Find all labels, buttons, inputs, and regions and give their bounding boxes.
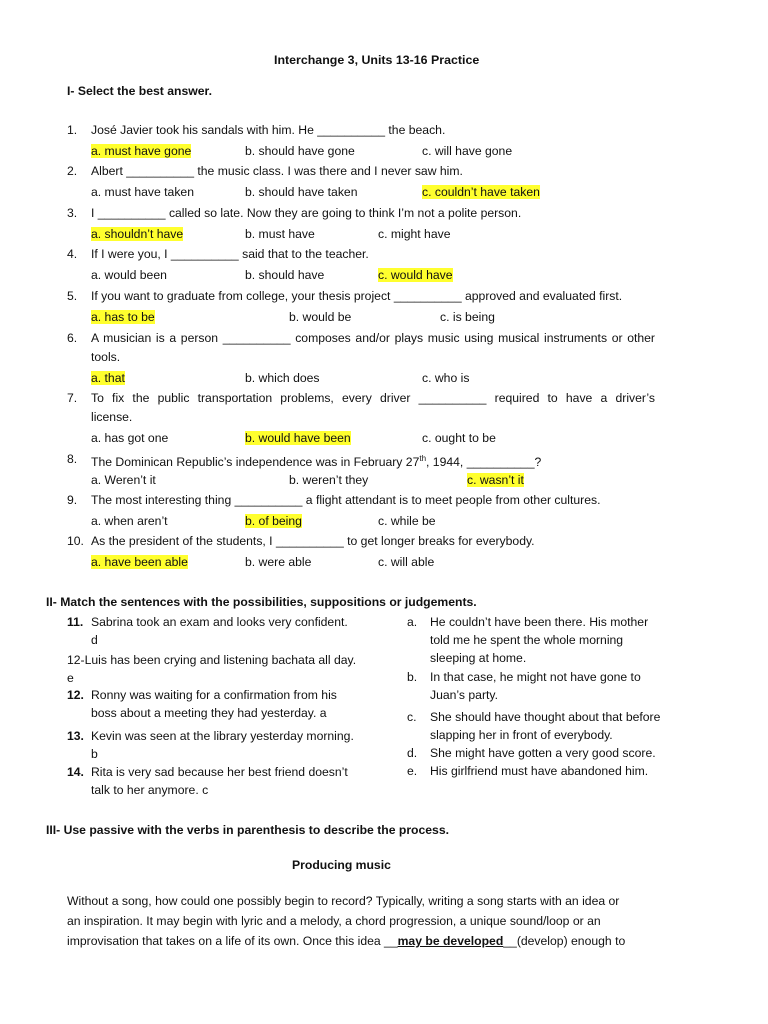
answer-option-text: b. were able (245, 555, 312, 569)
match-item-text: b (91, 747, 98, 761)
question-number: 1. (67, 123, 78, 137)
page-title: Interchange 3, Units 13-16 Practice (274, 53, 480, 67)
answer-option (91, 309, 155, 325)
highlighted-answer-option: a. must have gone (91, 144, 192, 158)
highlighted-answer-option: a. has to be (91, 310, 155, 324)
answer-option (378, 513, 436, 529)
match-option-text: His girlfriend must have abandoned him. (430, 764, 649, 778)
match-option-text: sleeping at home. (430, 651, 527, 665)
highlighted-answer-option: a. have been able (91, 555, 188, 569)
question-text: If I were you, I __________ said that to the teacher. (91, 247, 369, 261)
match-item-text: e (67, 671, 74, 685)
answer-option (91, 554, 188, 570)
answer-option (91, 143, 191, 159)
match-item-number: 14. (67, 765, 84, 779)
answer-option (245, 226, 315, 242)
answer-option-text: b. should have (245, 268, 325, 282)
match-item-text: 12-Luis has been crying and listening bachata all day. (67, 653, 357, 667)
answer-option (467, 472, 524, 488)
answer-option (422, 184, 540, 200)
question-number: 7. (67, 391, 78, 405)
question-number: 3. (67, 206, 78, 220)
paragraph-line-with-answer (67, 933, 625, 949)
highlighted-answer-option: b. of being (245, 514, 302, 528)
answer-option (245, 370, 320, 386)
match-option-letter: e. (407, 764, 418, 778)
section-3-heading: III- Use passive with the verbs in parenthesis to describe the process. (46, 823, 450, 837)
answer-option-text: b. which does (245, 371, 320, 385)
answer-option (422, 143, 512, 159)
answer-option (245, 513, 302, 529)
question-text: license. (91, 410, 133, 424)
question-number: 8. (67, 452, 78, 466)
answer-option-text: c. will able (378, 555, 435, 569)
match-item-number: 12. (67, 688, 84, 702)
question-text: If you want to graduate from college, your thesis project __________ approved and evaluated first. (91, 289, 623, 303)
answer-option-text: b. would be (289, 310, 352, 324)
answer-option (91, 513, 168, 529)
match-option-text: She should have thought about that before (430, 710, 661, 724)
match-item-text: d (91, 633, 98, 647)
match-option-text: told me he spent the whole morning (430, 633, 624, 647)
paragraph-line: an inspiration. It may begin with lyric and a melody, a chord progression, a unique sound/loop or an (67, 914, 601, 928)
question-text: A musician is a person __________ composes and/or plays music using musical instruments or other (91, 331, 655, 345)
answer-option (245, 184, 357, 200)
section-2-heading: II- Match the sentences with the possibilities, suppositions or judgements. (46, 595, 477, 609)
match-item-text: Ronny was waiting for a confirmation from his (91, 688, 337, 702)
match-option-text: She might have gotten a very good score. (430, 746, 656, 760)
answer-option (245, 554, 311, 570)
section-1-heading: I- Select the best answer. (67, 84, 212, 98)
question-number: 9. (67, 493, 78, 507)
answer-option (91, 370, 125, 386)
match-option-letter: a. (407, 615, 418, 629)
answer-option-text: c. while be (378, 514, 436, 528)
answer-option (440, 309, 495, 325)
section-3-subtitle: Producing music (292, 858, 391, 872)
answer-option (289, 472, 368, 488)
answer-option-text: b. weren’t they (289, 473, 369, 487)
match-option-text: He couldn’t have been there. His mother (430, 615, 649, 629)
answer-option (91, 472, 156, 488)
answer-option (245, 430, 351, 446)
answer-option-text: c. will have gone (422, 144, 513, 158)
answer-option-text: a. has got one (91, 431, 169, 445)
match-item-text: Rita is very sad because her best friend doesn’t (91, 765, 348, 779)
highlighted-answer-option: c. wasn’t it (467, 473, 524, 487)
answer-option-text: a. must have taken (91, 185, 194, 199)
highlighted-answer-option: b. would have been (245, 431, 351, 445)
question-text: As the president of the students, I __________ to get longer breaks for everybody. (91, 534, 535, 548)
match-option-text: slapping her in front of everybody. (430, 728, 613, 742)
answer-option (91, 267, 167, 283)
highlighted-answer-option: c. would have (378, 268, 453, 282)
match-item-text: Kevin was seen at the library yesterday morning. (91, 729, 354, 743)
paragraph-text: __(develop) enough to (503, 934, 626, 948)
filled-answer: may be developed (397, 934, 504, 948)
answer-option-text: a. would been (91, 268, 167, 282)
question-text: José Javier took his sandals with him. He __________ the beach. (91, 123, 446, 137)
paragraph-text: improvisation that takes on a life of its own. Once this idea __ (67, 934, 398, 948)
answer-option-text: b. must have (245, 227, 315, 241)
question-number: 2. (67, 164, 78, 178)
question-text: tools. (91, 350, 121, 364)
answer-option-text: b. should have gone (245, 144, 355, 158)
match-item-number: 13. (67, 729, 84, 743)
question-text: Albert __________ the music class. I was there and I never saw him. (91, 164, 463, 178)
answer-option (422, 370, 469, 386)
answer-option (245, 267, 324, 283)
match-option-letter: d. (407, 746, 418, 760)
answer-option (378, 226, 450, 242)
match-item-text: Sabrina took an exam and looks very confident. (91, 615, 348, 629)
answer-option (91, 184, 194, 200)
answer-option (289, 309, 351, 325)
answer-option-text: c. ought to be (422, 431, 496, 445)
match-option-letter: c. (407, 710, 417, 724)
answer-option (91, 226, 183, 242)
answer-option-text: b. should have taken (245, 185, 358, 199)
question-text: I __________ called so late. Now they are going to think I’m not a polite person. (91, 206, 522, 220)
answer-option-text: c. might have (378, 227, 451, 241)
question-number: 6. (67, 331, 78, 345)
answer-option-text: a. Weren’t it (91, 473, 156, 487)
answer-option (378, 267, 453, 283)
match-item-text: talk to her anymore. c (91, 783, 209, 797)
question-text: The Dominican Republic’s independence was in February 27th, 1944, __________? (91, 454, 542, 470)
highlighted-answer-option: c. couldn’t have taken (422, 185, 540, 199)
answer-option (245, 143, 355, 159)
answer-option (378, 554, 434, 570)
answer-option (91, 430, 168, 446)
match-item-number: 11. (67, 615, 84, 629)
match-option-text: Juan’s party. (430, 688, 498, 702)
answer-option-text: c. is being (440, 310, 495, 324)
match-item-text: boss about a meeting they had yesterday. a (91, 706, 327, 720)
question-text: The most interesting thing __________ a flight attendant is to meet people from other cultures. (91, 493, 601, 507)
question-number: 5. (67, 289, 78, 303)
answer-option (422, 430, 496, 446)
highlighted-answer-option: a. shouldn’t have (91, 227, 184, 241)
match-option-text: In that case, he might not have gone to (430, 670, 641, 684)
answer-option-text: a. when aren’t (91, 514, 168, 528)
highlighted-answer-option: a. that (91, 371, 125, 385)
answer-option-text: c. who is (422, 371, 470, 385)
question-number: 4. (67, 247, 78, 261)
match-option-letter: b. (407, 670, 418, 684)
question-text: To fix the public transportation problems, every driver __________ required to have a driver’s (91, 391, 655, 405)
question-number: 10. (67, 534, 84, 548)
paragraph-line: Without a song, how could one possibly begin to record? Typically, writing a song starts with an idea or (67, 894, 620, 908)
